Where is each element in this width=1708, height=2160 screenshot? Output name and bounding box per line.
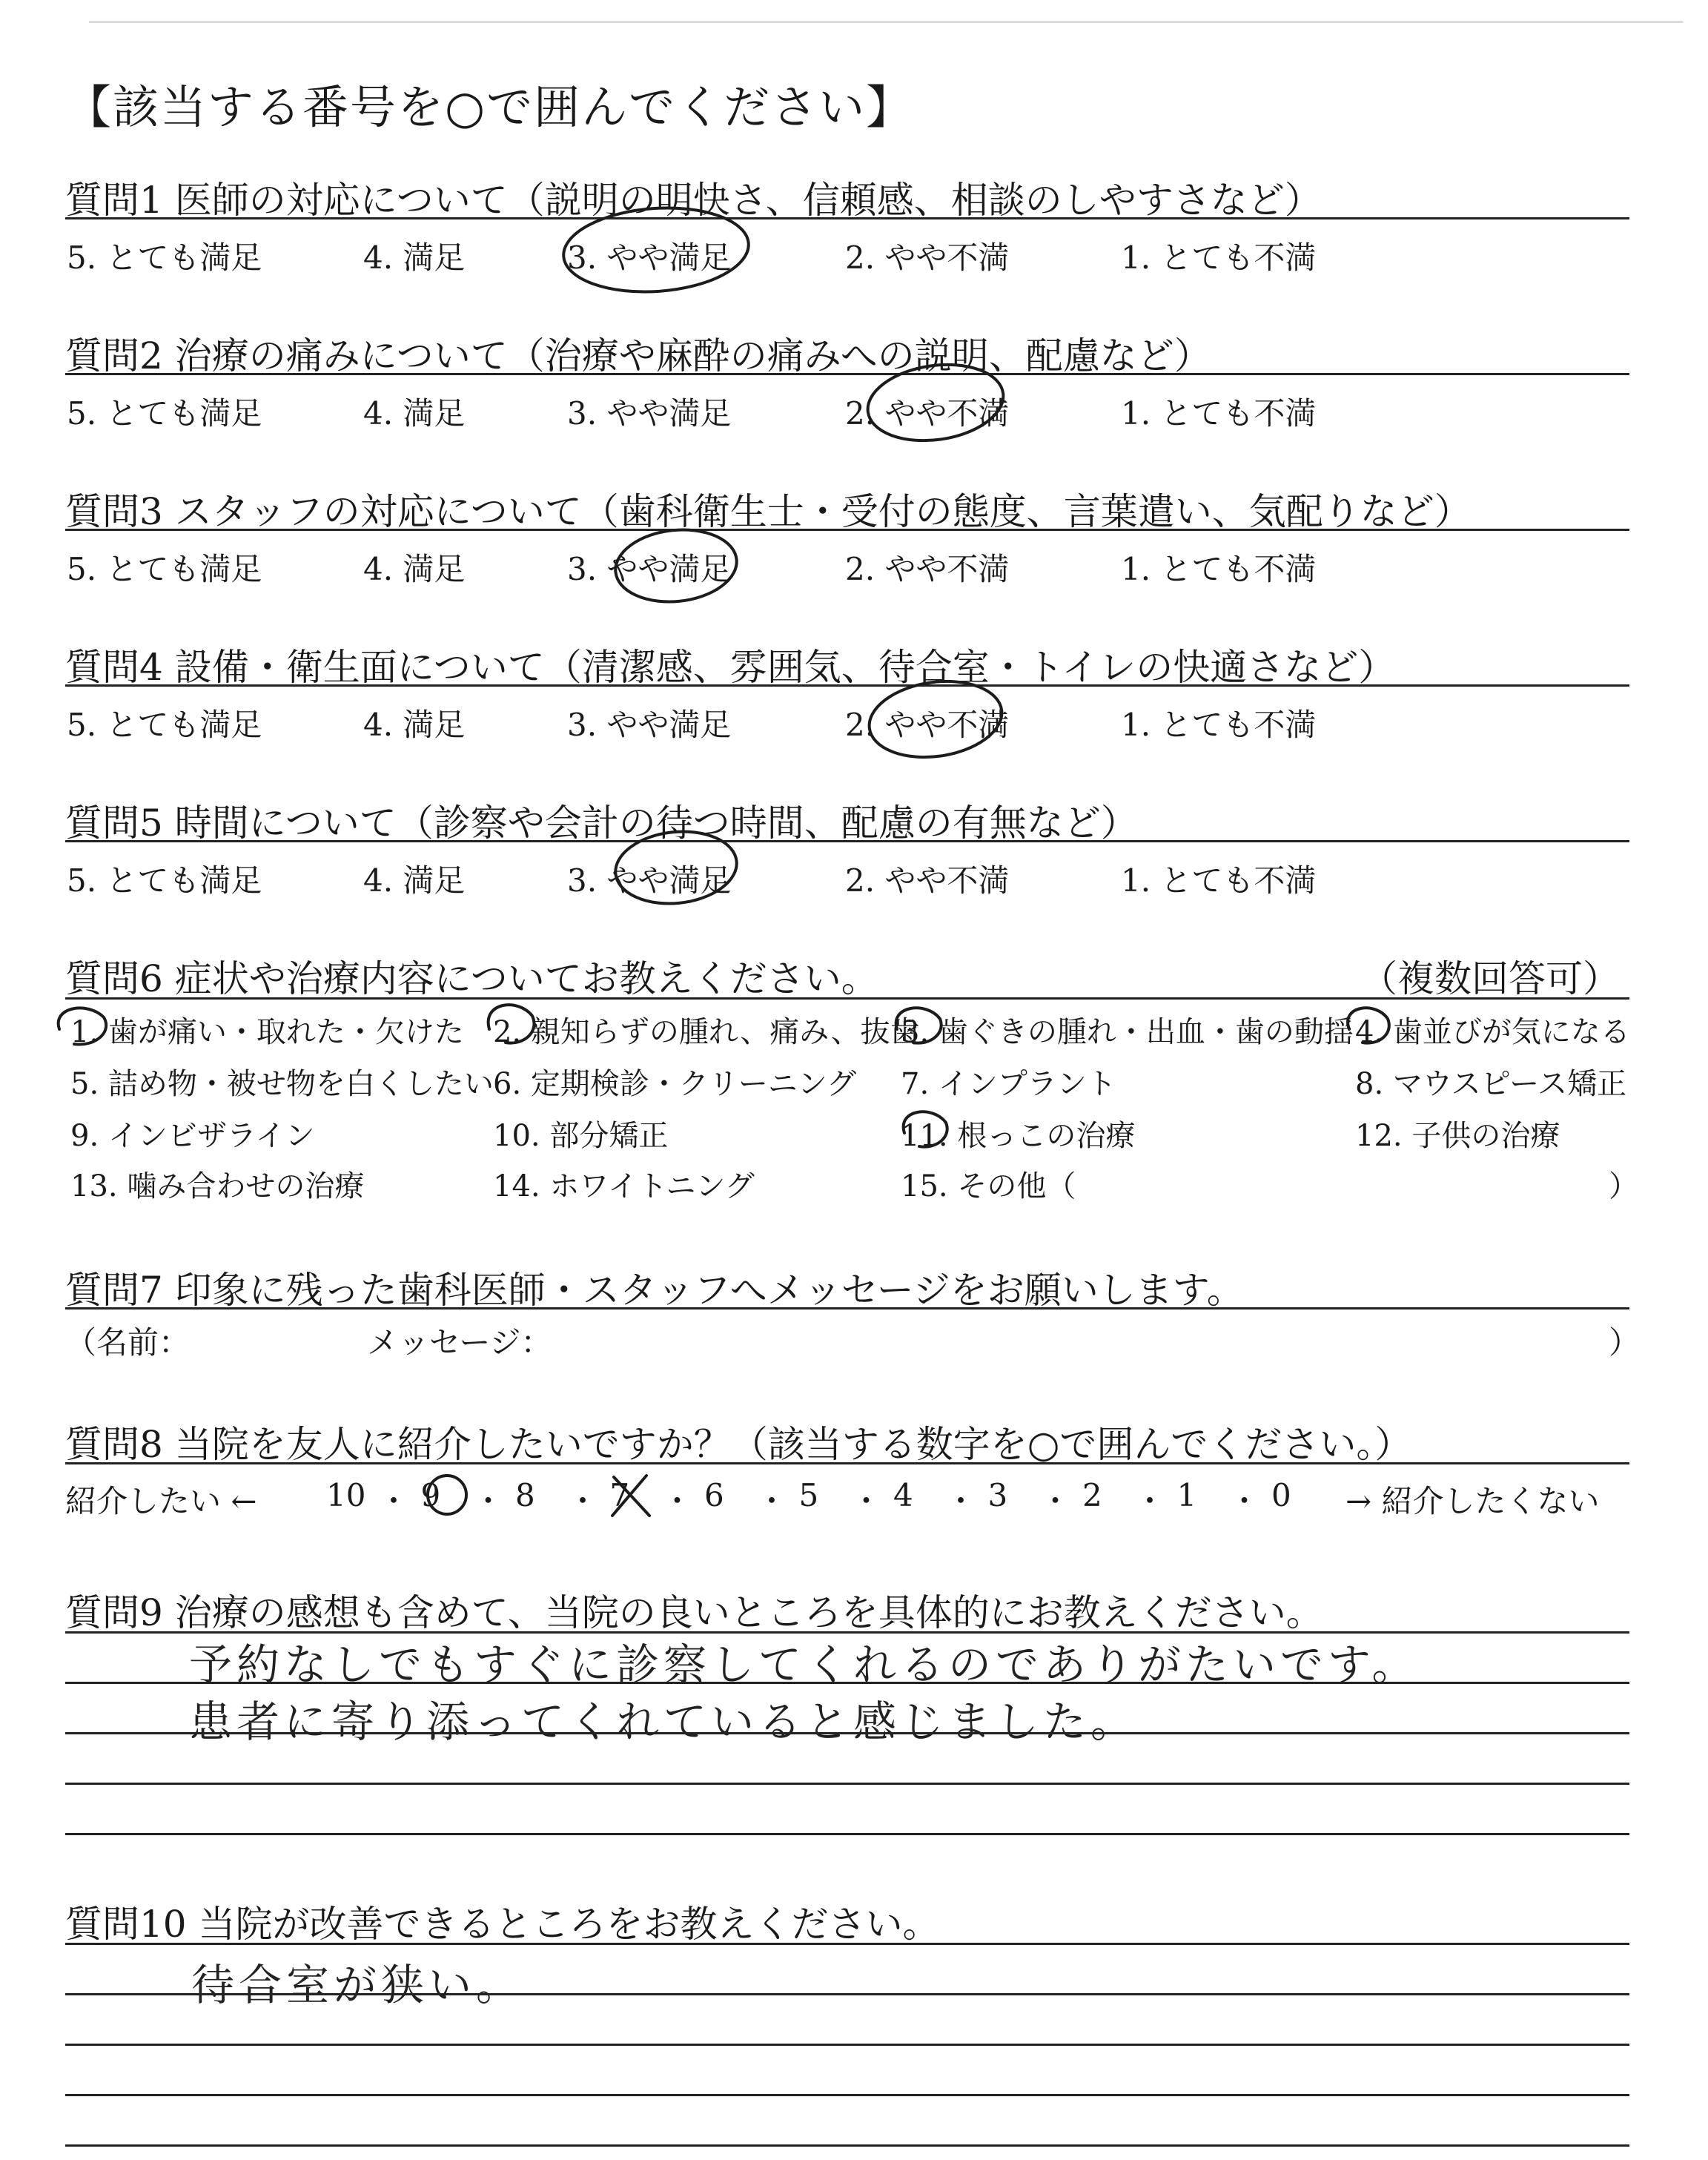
q3-option-3[interactable]: 3. やや満足 <box>567 551 732 587</box>
q1-rule <box>65 217 1629 219</box>
q10-answer-line-1: 待合室が狭い。 <box>191 1960 524 2010</box>
q8-scale-1[interactable]: 1 <box>1176 1477 1197 1513</box>
q6-option-7[interactable]: 7. インプラント <box>901 1067 1116 1101</box>
q6-option-5[interactable]: 5. 詰め物・被せ物を白くしたい <box>70 1067 494 1101</box>
q6-option-4[interactable]: 4. 歯並びが気になる <box>1355 1015 1630 1049</box>
q8-question: 質問8 当院を友人に紹介したいですか？（該当する数字を○で囲んでください。） <box>65 1423 1412 1466</box>
q3-option-4[interactable]: 4. 満足 <box>363 551 466 587</box>
q5-option-1[interactable]: 1. とても不満 <box>1121 862 1317 899</box>
q3-option-1[interactable]: 1. とても不満 <box>1121 551 1317 587</box>
q8-scale-separator: ・ <box>945 1483 977 1519</box>
q9-answer-line-2: 患者に寄り添ってくれていると感じました。 <box>189 1697 1139 1747</box>
q6-option-1[interactable]: 1. 歯が痛い・取れた・欠けた <box>70 1015 464 1049</box>
q2-option-3[interactable]: 3. やや満足 <box>567 395 732 432</box>
q8-scale-2[interactable]: 2 <box>1082 1477 1102 1513</box>
q2-option-5[interactable]: 5. とても満足 <box>67 395 262 432</box>
q9-question: 質問9 治療の感想も含めて、当院の良いところを具体的にお教えください。 <box>65 1591 1323 1634</box>
q8-scale-separator: ・ <box>472 1483 504 1519</box>
q5-rule <box>65 840 1629 842</box>
q8-left-label: 紹介したい ← <box>65 1483 257 1519</box>
page-title: 【該当する番号を○で囲んでください】 <box>65 80 914 134</box>
q6-option-3[interactable]: 3. 歯ぐきの腫れ・出血・歯の動揺 <box>901 1015 1354 1049</box>
q7-question: 質問7 印象に残った歯科医師・スタッフへメッセージをお願いします。 <box>65 1269 1244 1312</box>
q6-option-8[interactable]: 8. マウスピース矯正 <box>1355 1067 1627 1101</box>
q5-option-4[interactable]: 4. 満足 <box>363 862 466 899</box>
q1-option-4[interactable]: 4. 満足 <box>363 240 466 276</box>
q5-option-2[interactable]: 2. やや不満 <box>845 862 1010 899</box>
q4-option-2[interactable]: 2. やや不満 <box>845 707 1010 743</box>
q1-option-2[interactable]: 2. やや不満 <box>845 240 1010 276</box>
q4-option-1[interactable]: 1. とても不満 <box>1121 707 1317 743</box>
q6-other-close: ） <box>1609 1169 1638 1203</box>
q8-scale-6[interactable]: 6 <box>704 1477 724 1513</box>
q6-option-2[interactable]: 2. 親知らずの腫れ、痛み、抜歯 <box>493 1015 920 1049</box>
q8-scale-separator: ・ <box>756 1483 788 1519</box>
q2-question: 質問2 治療の痛みについて（治療や麻酔の痛みへの説明、配慮など） <box>65 334 1211 377</box>
q1-option-3[interactable]: 3. やや満足 <box>567 240 732 276</box>
q10-question: 質問10 当院が改善できるところをお教えください。 <box>65 1903 940 1946</box>
q4-question: 質問4 設備・衛生面について（清潔感、雰囲気、待合室・トイレの快適さなど） <box>65 646 1396 689</box>
q9-answer-line-1: 予約なしでもすぐに診察してくれるのでありがたいです。 <box>189 1639 1420 1690</box>
q8-scale-separator: ・ <box>661 1483 693 1519</box>
q1-option-5[interactable]: 5. とても満足 <box>67 240 262 276</box>
q6-option-6[interactable]: 6. 定期検診・クリーニング <box>493 1067 857 1101</box>
q4-option-5[interactable]: 5. とても満足 <box>67 707 262 743</box>
q4-rule <box>65 684 1629 687</box>
q4-option-4[interactable]: 4. 満足 <box>363 707 466 743</box>
q8-scale-separator: ・ <box>1228 1483 1260 1519</box>
q7-name-label: （名前： <box>65 1324 191 1361</box>
q1-option-1[interactable]: 1. とても不満 <box>1121 240 1317 276</box>
q5-option-5[interactable]: 5. とても満足 <box>67 862 262 899</box>
q6-question: 質問6 症状や治療内容についてお教えください。 <box>65 957 878 1000</box>
q8-scale-4[interactable]: 4 <box>893 1477 913 1513</box>
q6-option-15[interactable]: 15. その他（ <box>901 1169 1076 1203</box>
q7-message-label: メッセージ： <box>367 1324 552 1361</box>
q8-scale-separator: ・ <box>378 1483 410 1519</box>
q8-scale-0[interactable]: 0 <box>1271 1477 1291 1513</box>
q6-note: （複数回答可） <box>1360 957 1620 1000</box>
q3-option-5[interactable]: 5. とても満足 <box>67 551 262 587</box>
q5-question: 質問5 時間について（診察や会計の待つ時間、配慮の有無など） <box>65 802 1138 845</box>
q8-scale-5[interactable]: 5 <box>798 1477 819 1513</box>
q6-option-13[interactable]: 13. 噛み合わせの治療 <box>70 1169 365 1203</box>
q6-option-9[interactable]: 9. インビザライン <box>70 1119 315 1153</box>
q2-option-1[interactable]: 1. とても不満 <box>1121 395 1317 432</box>
q8-scale-10[interactable]: 10 <box>326 1477 366 1513</box>
q8-scale-8[interactable]: 8 <box>515 1477 535 1513</box>
q3-question: 質問3 スタッフの対応について（歯科衛生士・受付の態度、言葉遣い、気配りなど） <box>65 490 1472 533</box>
q8-scale-separator: ・ <box>567 1483 599 1519</box>
q6-option-10[interactable]: 10. 部分矯正 <box>493 1119 669 1153</box>
q1-question: 質問1 医師の対応について（説明の明快さ、信頼感、相談のしやすさなど） <box>65 179 1322 222</box>
q3-rule <box>65 529 1629 531</box>
q2-rule <box>65 373 1629 375</box>
q8-scale-7[interactable]: 7 <box>609 1477 630 1513</box>
q5-option-3[interactable]: 3. やや満足 <box>567 862 732 899</box>
q2-option-4[interactable]: 4. 満足 <box>363 395 466 432</box>
q8-right-label: → 紹介したくない <box>1345 1483 1600 1519</box>
q8-scale-separator: ・ <box>1039 1483 1071 1519</box>
q8-scale-3[interactable]: 3 <box>987 1477 1008 1513</box>
q8-scale-separator: ・ <box>1134 1483 1166 1519</box>
q4-option-3[interactable]: 3. やや満足 <box>567 707 732 743</box>
q2-option-2[interactable]: 2. やや不満 <box>845 395 1010 432</box>
q6-option-11[interactable]: 11. 根っこの治療 <box>901 1119 1136 1153</box>
q6-option-12[interactable]: 12. 子供の治療 <box>1355 1119 1560 1153</box>
q6-option-14[interactable]: 14. ホワイトニング <box>493 1169 755 1203</box>
q3-option-2[interactable]: 2. やや不満 <box>845 551 1010 587</box>
q7-close: ） <box>1609 1324 1641 1361</box>
q8-scale-9[interactable]: 9 <box>420 1477 441 1513</box>
q8-scale-separator: ・ <box>850 1483 882 1519</box>
